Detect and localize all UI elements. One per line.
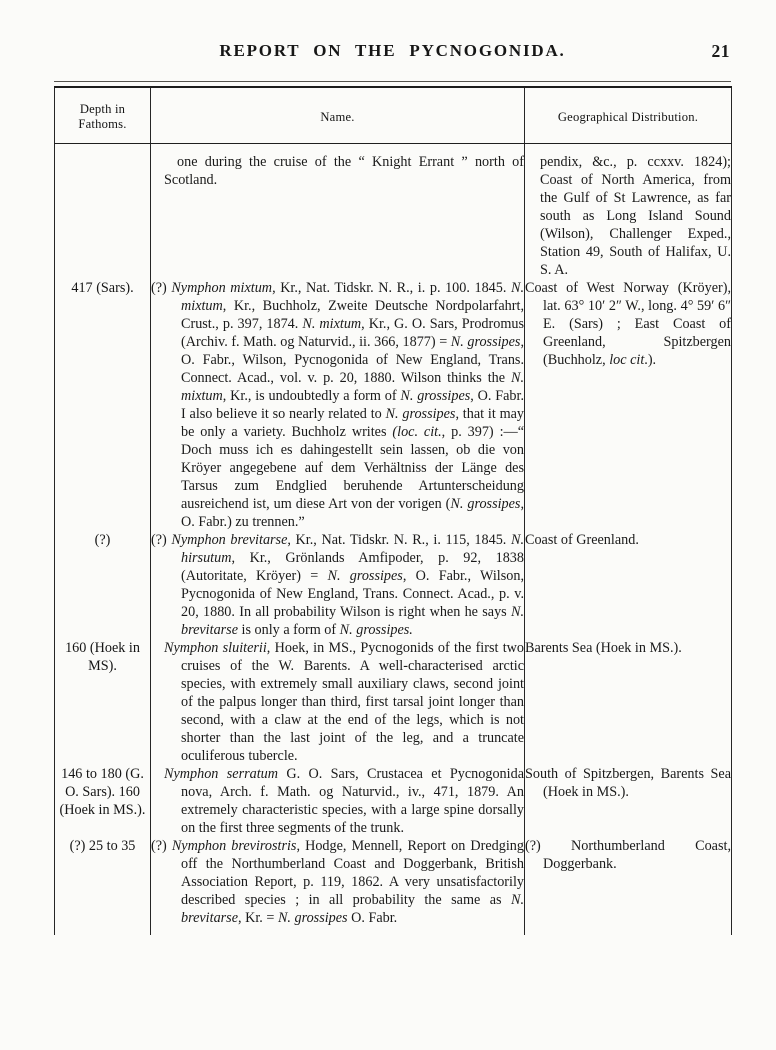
distribution-entry: Barents Sea (Hoek in MS.). (525, 640, 682, 656)
name-cell (151, 639, 525, 765)
depth-value (55, 144, 151, 280)
column-header-geo: Geographical Distribution. (525, 87, 732, 144)
species-entry-continuation: one during the cruise of the “ Knight Errant ” north of Scotland. (164, 154, 524, 188)
geo-cell (525, 639, 732, 765)
column-header-name: Name. (151, 87, 525, 144)
geo-cell (525, 144, 732, 280)
species-entry: Nymphon serratum G. O. Sars, Crustacea et Pycnogonida nova, Arch. f. Math. og Naturvid., iv., 471, 1879. An extremely characteristic species, with a large spine dorsally on the first three segments of the trunk. (164, 766, 524, 836)
name-cell (151, 765, 525, 837)
name-cell (151, 531, 525, 639)
species-entry: Nymphon sluiterii, Hoek, in MS., Pycnogonids of the first two cruises of the W. Barents. A well-characterised arctic species, with extremely small auxiliary claws, second joint of the palpus longer than third, first tarsal joint longer than second, with a claw at the end of the legs, which is not shorter than the last joint of the leg, and a truncate oculiferous tubercle. (164, 640, 524, 764)
name-cell (151, 279, 525, 531)
geo-cell (525, 765, 732, 837)
page-number: 21 (711, 41, 730, 61)
depth-value: (?) (94, 532, 111, 548)
geo-cell (525, 837, 732, 935)
depth-value: 160 (Hoek in MS). (65, 640, 140, 674)
distribution-entry: (?) Northumberland Coast, Doggerbank. (525, 838, 731, 872)
table-row (55, 279, 732, 531)
table-row (55, 837, 732, 935)
depth-value: 417 (Sars). (71, 280, 134, 296)
geo-cell (525, 279, 732, 531)
page-title: REPORT ON THE PYCNOGONIDA. (219, 41, 566, 60)
species-entry: (?) Nymphon brevirostris, Hodge, Mennell, Report on Dredging off the Northumberland Coast and Doggerbank, British Association Report, p. 119, 1862. A very unsatisfactorily described species ; in all probability the same as N. brevitarse, Kr. = N. grossipes O. Fabr. (151, 838, 524, 926)
distribution-entry-continuation: pendix, &c., p. ccxxv. 1824); Coast of North America, from the Gulf of St Lawrence, as far south as Long Island Sound (Wilson), Challenger Exped., Station 49, South of Halifax, U. S. A. (540, 154, 731, 278)
species-entry: (?) Nymphon mixtum, Kr., Nat. Tidskr. N. R., i. p. 100. 1845. N. mixtum, Kr., Buchholz, Zweite Deutsche Nordpolarfahrt, Crust., p. 397, 1874. N. mixtum, Kr., G. O. Sars, Prodromus (Archiv. f. Math. og Naturvid., ii. 366, 1877) = N. grossipes, O. Fabr., Wilson, Pycnogonida of New England, Trans. Connect. Acad., vol. v. p. 20, 1880. Wilson thinks the N. mixtum, Kr., is undoubtedly a form of N. grossipes, O. Fabr. I also believe it so nearly related to N. grossipes, that it may be only a variety. Buchholz writes (loc. cit., p. 397) :—“ Doch muss ich es dahingestellt sein lassen, ob die von Kröyer angegebene auf dem Verhältniss der Länge des Tarsus zum Endglied beruhende Artunterscheidung ausreichend ist, um diese Art von der vorigen (N. grossipes, O. Fabr.) zu trennen.” (151, 280, 525, 530)
top-rule-divider (54, 81, 731, 82)
species-table (54, 86, 732, 935)
depth-value: 146 to 180 (G. O. Sars). 160 (Hoek in MS.). (59, 766, 146, 818)
table-row (55, 531, 732, 639)
table-header-row (55, 87, 732, 144)
depth-value: (?) 25 to 35 (69, 838, 136, 854)
distribution-entry: Coast of Greenland. (525, 532, 639, 548)
distribution-entry: Coast of West Norway (Kröyer), lat. 63° 10′ 2″ W., long. 4° 59′ 6″ E. (Sars) ; East Coast of Greenland, Spitzbergen (Buchholz, loc cit.). (525, 280, 731, 368)
distribution-entry: South of Spitzbergen, Barents Sea (Hoek in MS.). (525, 766, 731, 800)
geo-cell (525, 531, 732, 639)
name-cell (151, 837, 525, 935)
column-header-depth: Depth in Fathoms. (55, 87, 151, 144)
table-row (55, 765, 732, 837)
species-entry: (?) Nymphon brevitarse, Kr., Nat. Tidskr. N. R., i. 115, 1845. N. hirsutum, Kr., Grönlands Amfipoder, p. 92, 1838 (Autoritate, Kröyer) = N. grossipes, O. Fabr., Wilson, Pycnogonida of New England, Trans. Connect. Acad., p. v. 20, 1880. In all probability Wilson is right when he says N. brevitarse is only a form of N. grossipes. (151, 532, 524, 638)
running-head (54, 41, 731, 63)
table-row (55, 639, 732, 765)
name-cell (151, 144, 525, 280)
table-row (55, 144, 732, 280)
